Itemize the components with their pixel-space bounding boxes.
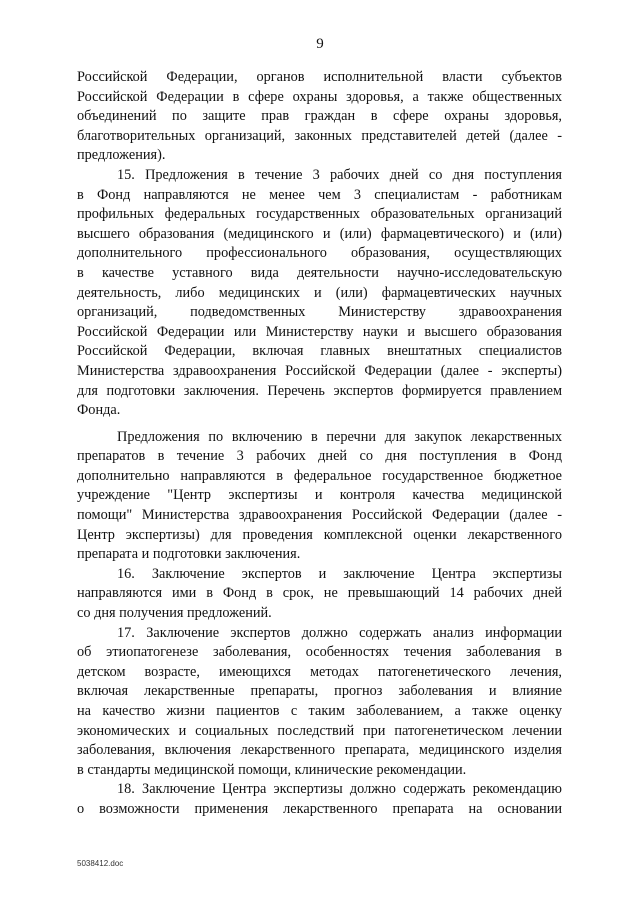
paragraph-medicines <box>77 428 562 565</box>
text-line: на качество жизни пациентов с таким заболеванием, а также оценку <box>77 703 562 719</box>
paragraph-gap <box>77 421 562 428</box>
text-line: направляются ими в Фонд в срок, не превышающий 14 рабочих дней <box>77 585 562 602</box>
paragraph-item-15 <box>77 166 562 421</box>
text-line: Российской Федерации в сфере охраны здоровья, а также общественных <box>77 88 562 105</box>
text-line: высшего образования (медицинского и (или) фармацевтического) и (или) <box>77 225 562 242</box>
text-line: препаратов в течение 3 рабочих дней со дня поступления в Фонд <box>77 448 562 465</box>
text-line: в качестве уставного вида деятельности научно-исследовательскую <box>77 264 562 281</box>
text-line: Министерства здравоохранения Российской Федерации (далее - эксперты) <box>77 362 562 379</box>
document-body <box>77 68 562 820</box>
text-line: 15. Предложения в течение 3 рабочих дней со дня поступления <box>117 166 562 183</box>
text-line: препарата и подготовки заключения. <box>77 546 301 563</box>
text-line: в стандарты медицинской помощи, клинические рекомендации. <box>77 761 467 778</box>
text-line: экономических и социальных последствий при патогенетическом лечении <box>77 722 562 739</box>
paragraph-item-17 <box>77 624 562 781</box>
text-line: дополнительного профессионального образования, осуществляющих <box>77 245 562 262</box>
text-line: профильных федеральных государственных образовательных организаций <box>77 206 562 223</box>
text-line: Российской Федерации или Министерству науки и высшего образования <box>77 323 562 340</box>
text-line: детском возрасте, имеющихся методах патогенетического лечения, <box>77 663 562 680</box>
text-line: Российской Федерации, органов исполнительной власти субъектов <box>77 69 562 85</box>
text-line: деятельность, либо медицинских и (или) фармацевтических научных <box>77 284 562 301</box>
text-line: 16. Заключение экспертов и заключение Центра экспертизы <box>117 565 562 582</box>
page-number: 9 <box>316 36 324 52</box>
document-filename-footer: 5038412.doc <box>77 859 124 868</box>
text-line: включая лекарственные препараты, прогноз заболевания и влияние <box>77 683 562 700</box>
text-line: для подготовки заключения. Перечень экспертов формируется правлением <box>77 382 562 399</box>
paragraph-item-16 <box>77 565 562 624</box>
text-line: Фонда. <box>77 402 121 419</box>
text-line: Российской Федерации, включая главных внештатных специалистов <box>77 343 562 360</box>
paragraph-continuation <box>77 68 562 166</box>
text-line: объединений по защите прав граждан в сфере охраны здоровья, <box>77 108 562 125</box>
text-line: учреждение "Центр экспертизы и контроля качества медицинской <box>77 487 562 504</box>
text-line: 18. Заключение Центра экспертизы должно содержать рекомендацию <box>117 781 562 798</box>
text-line: 17. Заключение экспертов должно содержать анализ информации <box>117 624 562 641</box>
text-line: помощи" Министерства здравоохранения Российской Федерации (далее - <box>77 507 562 524</box>
text-line: о возможности применения лекарственного препарата на основании <box>77 800 562 817</box>
text-line: Центр экспертизы) для проведения комплексной оценки лекарственного <box>77 526 562 543</box>
text-line: Предложения по включению в перечни для закупок лекарственных <box>117 428 562 445</box>
text-line: благотворительных организаций, законных представителей детей (далее - <box>77 127 562 144</box>
text-line: в Фонд направляются не менее чем 3 специалистам - работникам <box>77 186 562 203</box>
text-line: дополнительно направляются в федеральное государственное бюджетное <box>77 467 562 484</box>
text-line: со дня получения предложений. <box>77 605 272 622</box>
text-line: об этиопатогенезе заболевания, особенностях течения заболевания в <box>77 644 562 661</box>
paragraph-item-18 <box>77 780 562 819</box>
text-line: заболевания, включения лекарственного препарата, медицинского изделия <box>77 742 562 759</box>
text-line: предложения). <box>77 147 166 164</box>
text-line: организаций, подведомственных Министерству здравоохранения <box>77 304 562 321</box>
